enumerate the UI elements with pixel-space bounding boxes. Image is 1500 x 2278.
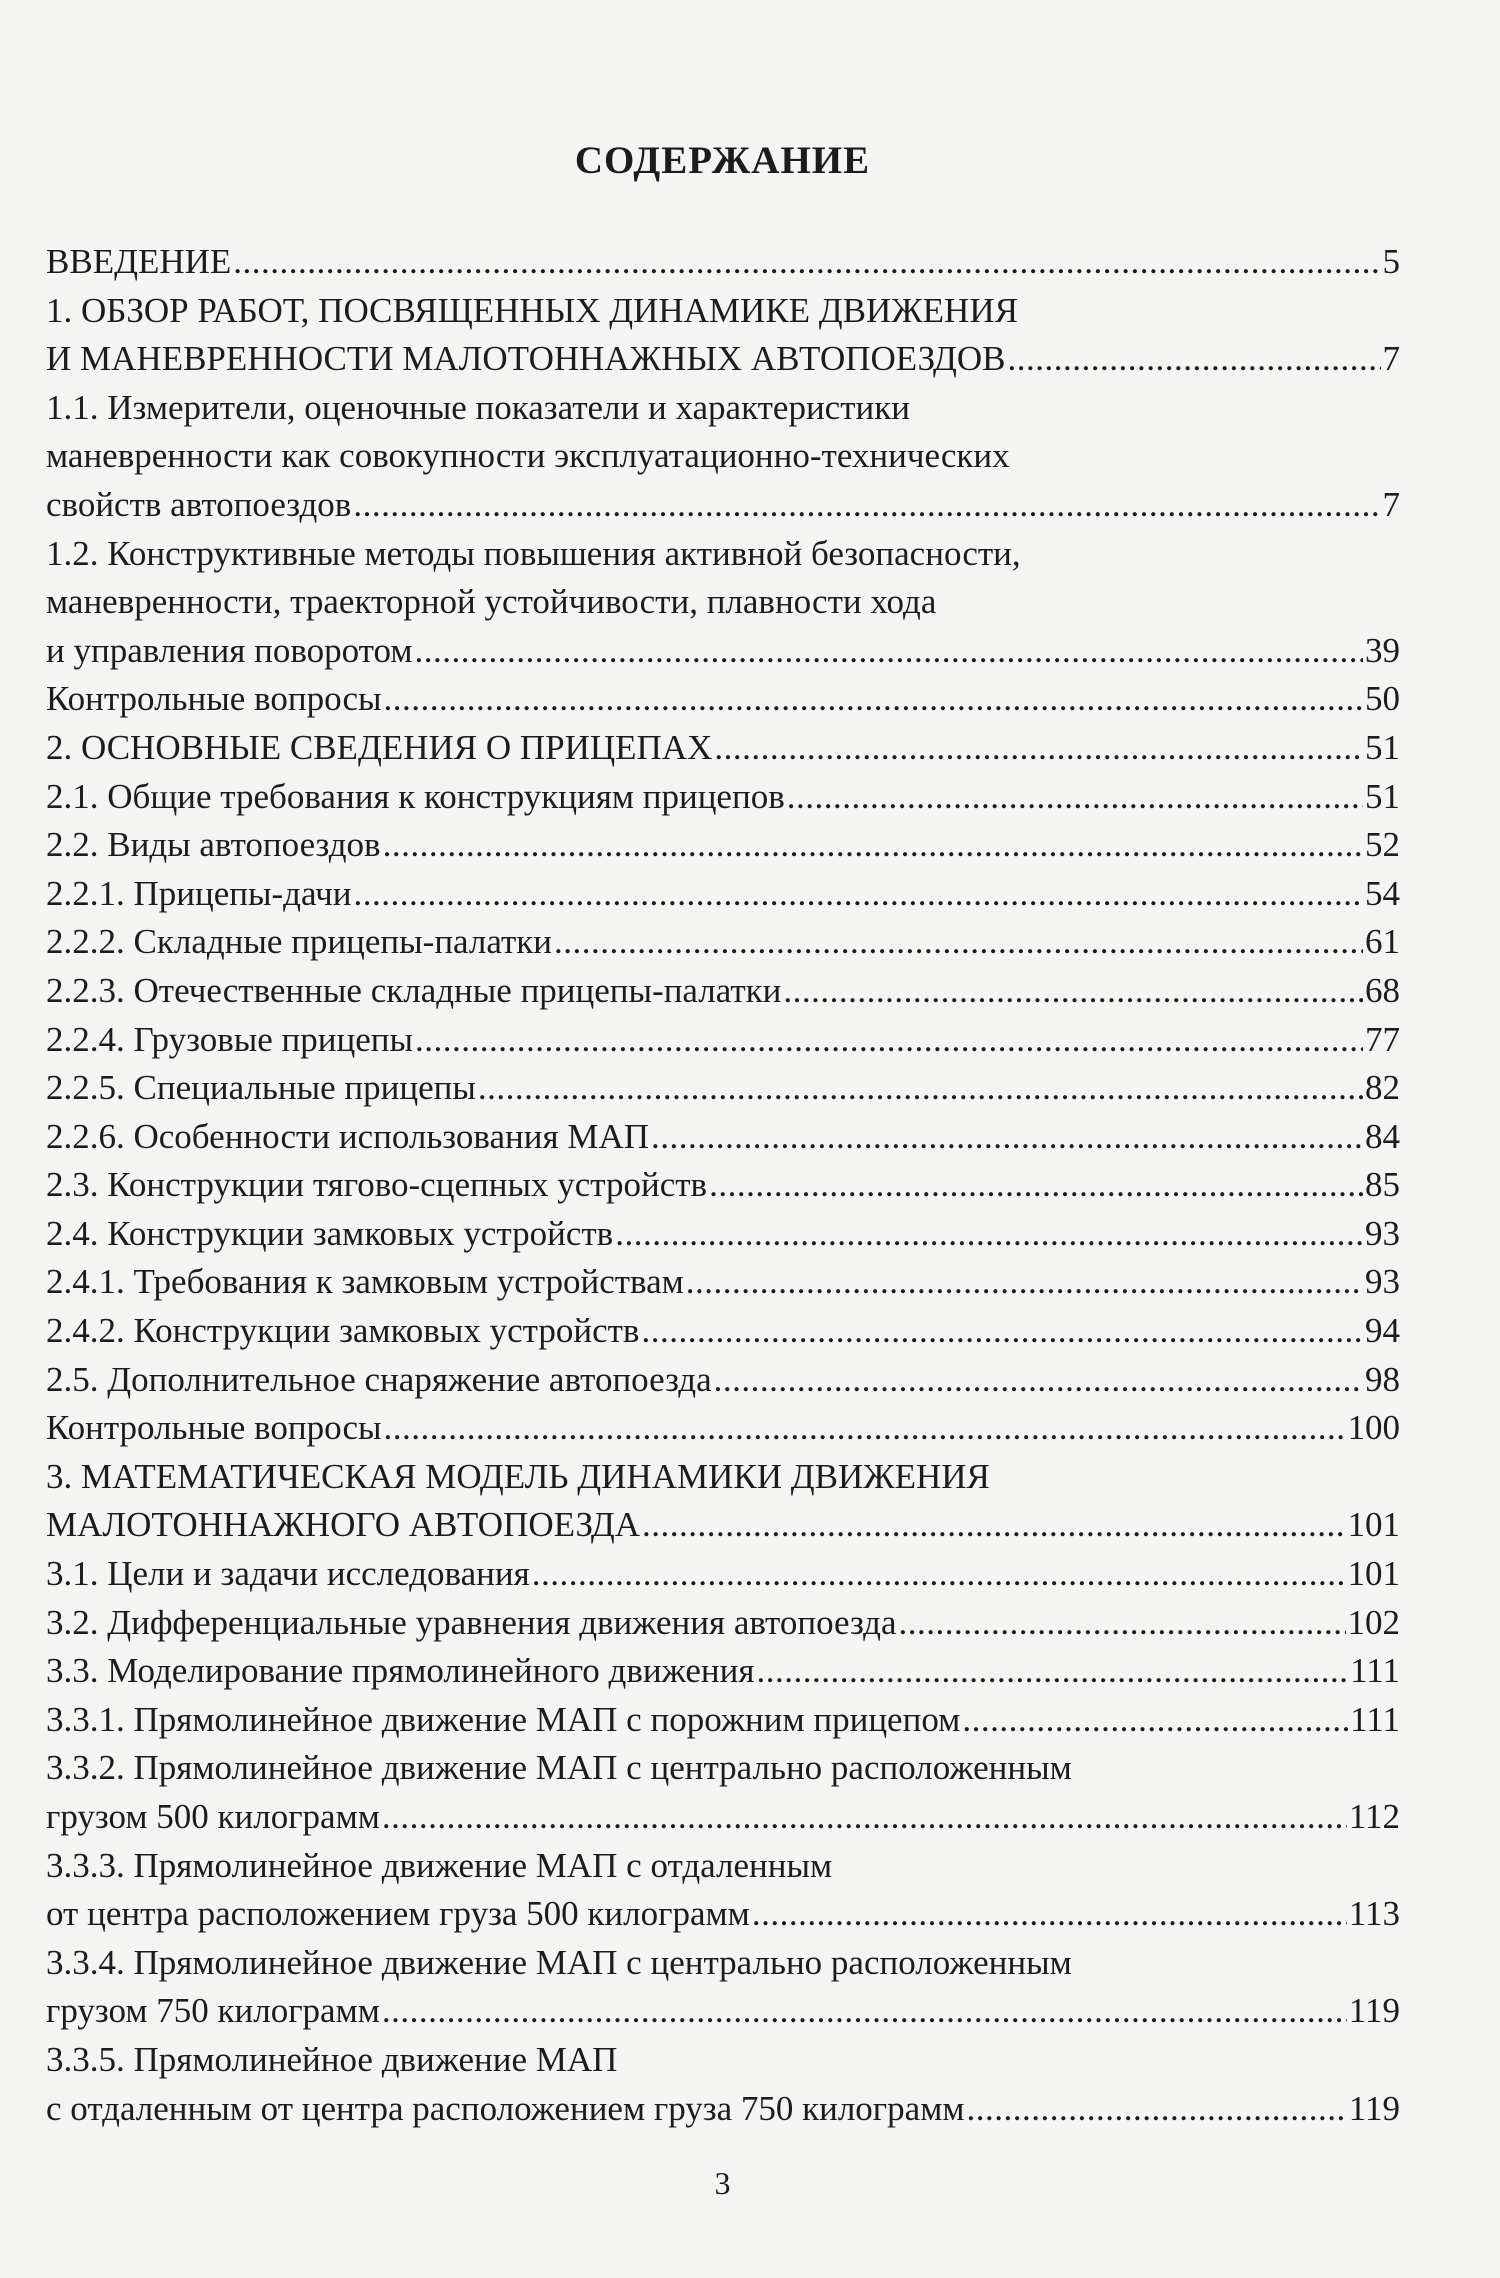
toc-page-number: 7 [1382,339,1400,379]
toc-page-number: 61 [1365,922,1400,962]
toc-entry-text: 2.4.2. Конструкции замковых устройств [46,1311,640,1351]
toc-entry-line [46,530,1400,579]
toc-entry [46,1064,1400,1113]
toc-entry-text: маневренности, траекторной устойчивости, плавности хода [46,582,937,622]
toc-entry-line [46,1987,1400,2036]
toc-entry-line [46,2036,1400,2085]
toc-entry-text: 3.3.3. Прямолинейное движение МАП с отдаленным [46,1845,833,1885]
toc-entry-line [46,384,1400,433]
toc-entry [46,238,1400,287]
toc-page-number: 94 [1365,1311,1400,1351]
toc-dot-leader [353,481,1380,530]
toc-dot-leader [686,1258,1363,1307]
toc-dot-leader [967,2085,1347,2134]
toc-entry [46,1550,1400,1599]
toc-entry-text: 2.3. Конструкции тягово-сцепных устройств [46,1165,708,1205]
toc-entry-text: 2.2.2. Складные прицепы-палатки [46,922,553,962]
toc-page-number: 52 [1365,825,1400,865]
toc-entry [46,384,1400,530]
toc-entry-line [46,918,1400,967]
toc-entry-text: 3.3.4. Прямолинейное движение МАП с центрально расположенным [46,1942,1072,1982]
toc-entry-text: И МАНЕВРЕННОСТИ МАЛОТОННАЖНЫХ АВТОПОЕЗДОВ [46,339,1006,379]
toc-entry-line [46,1064,1400,1113]
toc-dot-leader [415,627,1364,676]
toc-entry-text: 3.3.5. Прямолинейное движение МАП [46,2039,618,2079]
toc-entry-text: грузом 500 килограмм [46,1797,380,1836]
toc-entry-text: 2.2.5. Специальные прицепы [46,1068,476,1108]
page-number: 3 [714,2165,731,2201]
toc-entry-line [46,724,1400,773]
toc-page-number: 111 [1350,1699,1400,1739]
toc-entry [46,1744,1400,1841]
toc-entry-line [46,1113,1400,1162]
toc-dot-leader [532,1550,1346,1599]
toc-page-number: 93 [1365,1213,1400,1253]
toc-page-number: 111 [1350,1651,1400,1691]
toc-page-number: 101 [1347,1505,1400,1545]
toc-entry-line [46,773,1400,822]
toc-dot-leader [384,675,1364,724]
toc-entry-text: свойств автопоездов [46,484,352,524]
toc-entry-line [46,821,1400,870]
toc-entry-line [46,432,1400,481]
toc-dot-leader [962,1696,1348,1745]
toc-page-number: 68 [1365,970,1400,1010]
toc-dot-leader [642,1501,1346,1550]
toc-entry-text: 3.1. Цели и задачи исследования [46,1554,530,1594]
toc-dot-leader [382,1987,1347,2036]
toc-dot-leader [1008,335,1381,384]
toc-entry [46,1453,1400,1550]
toc-entry-text: маневренности как совокупности эксплуатационно-технических [46,436,1010,476]
toc-entry-line [46,967,1400,1016]
toc-entry-text: 3.3.1. Прямолинейное движение МАП с порожним прицепом [46,1699,961,1739]
toc-entry [46,1210,1400,1259]
toc-entry-line [46,627,1400,676]
toc-entry-line [46,1647,1400,1696]
page-title: СОДЕРЖАНИЕ [574,139,871,182]
toc-entry [46,967,1400,1016]
toc-dot-leader [783,967,1363,1016]
toc-dot-leader [415,1016,1363,1065]
toc-entry-line [46,1210,1400,1259]
toc-entry [46,1599,1400,1648]
toc-entry [46,1016,1400,1065]
toc-entry [46,1113,1400,1162]
toc-entry-line [46,1793,1400,1842]
toc-entry-text: 1.1. Измерители, оценочные показатели и характеристики [46,387,910,427]
toc-entry-text: 1.2. Конструктивные методы повышения активной безопасности, [46,533,1021,573]
toc-page-number: 77 [1365,1019,1400,1059]
toc-entry [46,1258,1400,1307]
toc-entry-text: 2.2.6. Особенности использования МАП [46,1116,649,1156]
table-of-contents [46,238,1400,2133]
toc-entry-text: 1. ОБЗОР РАБОТ, ПОСВЯЩЕННЫХ ДИНАМИКЕ ДВИЖЕНИЯ [46,290,1018,330]
toc-entry [46,918,1400,967]
toc-entry [46,530,1400,676]
toc-entry-line [46,287,1400,336]
toc-dot-leader [384,1404,1346,1453]
toc-entry-line [46,1939,1400,1988]
toc-entry-text: ВВЕДЕНИЕ [46,242,232,281]
toc-page-number: 54 [1365,873,1400,913]
toc-dot-leader [554,918,1363,967]
toc-entry-text: 2.2.1. Прицепы-дачи [46,873,352,913]
toc-entry [46,675,1400,724]
toc-entry-line [46,1307,1400,1356]
toc-entry-text: грузом 750 килограмм [46,1991,380,2031]
toc-page-number: 39 [1365,630,1400,670]
toc-page-number: 82 [1365,1068,1400,1108]
toc-page-number: 119 [1348,2088,1400,2128]
toc-entry-text: 3.3. Моделирование прямолинейного движения [46,1651,755,1691]
toc-entry [46,1307,1400,1356]
toc-dot-leader [752,1890,1347,1939]
toc-entry-text: с отдаленным от центра расположением груза 750 килограмм [46,2088,965,2128]
toc-dot-leader [787,773,1363,822]
toc-dot-leader [641,1307,1363,1356]
toc-entry [46,821,1400,870]
toc-entry-line [46,578,1400,627]
toc-entry [46,1939,1400,2036]
toc-dot-leader [709,1161,1363,1210]
toc-dot-leader [714,1356,1363,1405]
toc-entry-text: 2.2. Виды автопоездов [46,825,381,865]
toc-entry-line [46,870,1400,919]
toc-entry [46,1404,1400,1453]
toc-entry-text: 3. МАТЕМАТИЧЕСКАЯ МОДЕЛЬ ДИНАМИКИ ДВИЖЕНИЯ [46,1456,990,1496]
toc-dot-leader [382,1793,1347,1842]
toc-entry-line [46,1599,1400,1648]
toc-entry-line [46,335,1400,384]
toc-page-number: 50 [1365,679,1400,719]
toc-entry [46,287,1400,384]
toc-dot-leader [899,1599,1346,1648]
toc-entry-text: 2. ОСНОВНЫЕ СВЕДЕНИЯ О ПРИЦЕПАХ [46,727,713,767]
toc-entry-line [46,1696,1400,1745]
toc-entry-line [46,1744,1400,1793]
toc-dot-leader [353,870,1363,919]
toc-entry-text: 2.1. Общие требования к конструкциям прицепов [46,776,785,816]
toc-entry-line [46,481,1400,530]
toc-dot-leader [756,1647,1348,1696]
toc-entry-line [46,1501,1400,1550]
toc-entry [46,870,1400,919]
toc-entry-line [46,1550,1400,1599]
toc-entry-line [46,2085,1400,2134]
toc-dot-leader [233,238,1380,287]
toc-page-number: 93 [1365,1262,1400,1302]
toc-entry-line [46,1356,1400,1405]
toc-entry-text: 2.5. Дополнительное снаряжение автопоезда [46,1359,712,1399]
toc-entry [46,1696,1400,1745]
toc-page-number: 112 [1348,1797,1400,1836]
toc-entry-line [46,1161,1400,1210]
toc-entry-line [46,675,1400,724]
toc-page-number: 102 [1347,1602,1400,1642]
toc-entry-text: Контрольные вопросы [46,679,382,719]
toc-entry-line [46,1842,1400,1891]
toc-page-number: 5 [1382,242,1400,281]
toc-entry-text: от центра расположением груза 500 килограмм [46,1894,750,1934]
toc-dot-leader [615,1210,1363,1259]
toc-entry [46,1161,1400,1210]
toc-entry [46,1842,1400,1939]
toc-entry-line [46,1404,1400,1453]
toc-page-number: 98 [1365,1359,1400,1399]
toc-page-number: 119 [1348,1991,1400,2031]
toc-page-number: 84 [1365,1116,1400,1156]
toc-page-number: 101 [1347,1554,1400,1594]
toc-entry-line [46,1453,1400,1502]
toc-dot-leader [383,821,1363,870]
toc-page-number: 100 [1347,1408,1400,1448]
toc-entry [46,2036,1400,2133]
toc-entry-text: 2.4. Конструкции замковых устройств [46,1213,614,1253]
toc-dot-leader [478,1064,1363,1113]
toc-entry-text: 3.3.2. Прямолинейное движение МАП с центрально расположенным [46,1748,1072,1788]
toc-entry-text: 2.2.3. Отечественные складные прицепы-палатки [46,970,782,1010]
toc-entry-text: МАЛОТОННАЖНОГО АВТОПОЕЗДА [46,1505,640,1545]
toc-entry-text: 2.4.1. Требования к замковым устройствам [46,1262,684,1302]
toc-page-number: 51 [1365,727,1400,767]
toc-entry-line [46,238,1400,287]
toc-entry [46,724,1400,773]
toc-entry [46,1647,1400,1696]
toc-page-number: 113 [1348,1894,1400,1934]
toc-entry-text: и управления поворотом [46,630,413,670]
toc-entry [46,1356,1400,1405]
toc-entry-text: 2.2.4. Грузовые прицепы [46,1019,413,1059]
toc-dot-leader [714,724,1363,773]
toc-page-number: 85 [1365,1165,1400,1205]
toc-page-number: 51 [1365,776,1400,816]
toc-entry-text: 3.2. Дифференциальные уравнения движения автопоезда [46,1602,897,1642]
toc-entry-line [46,1016,1400,1065]
toc-entry [46,773,1400,822]
toc-page-number: 7 [1382,484,1400,524]
toc-entry-line [46,1258,1400,1307]
toc-entry-line [46,1890,1400,1939]
toc-dot-leader [651,1113,1363,1162]
toc-entry-text: Контрольные вопросы [46,1408,382,1448]
